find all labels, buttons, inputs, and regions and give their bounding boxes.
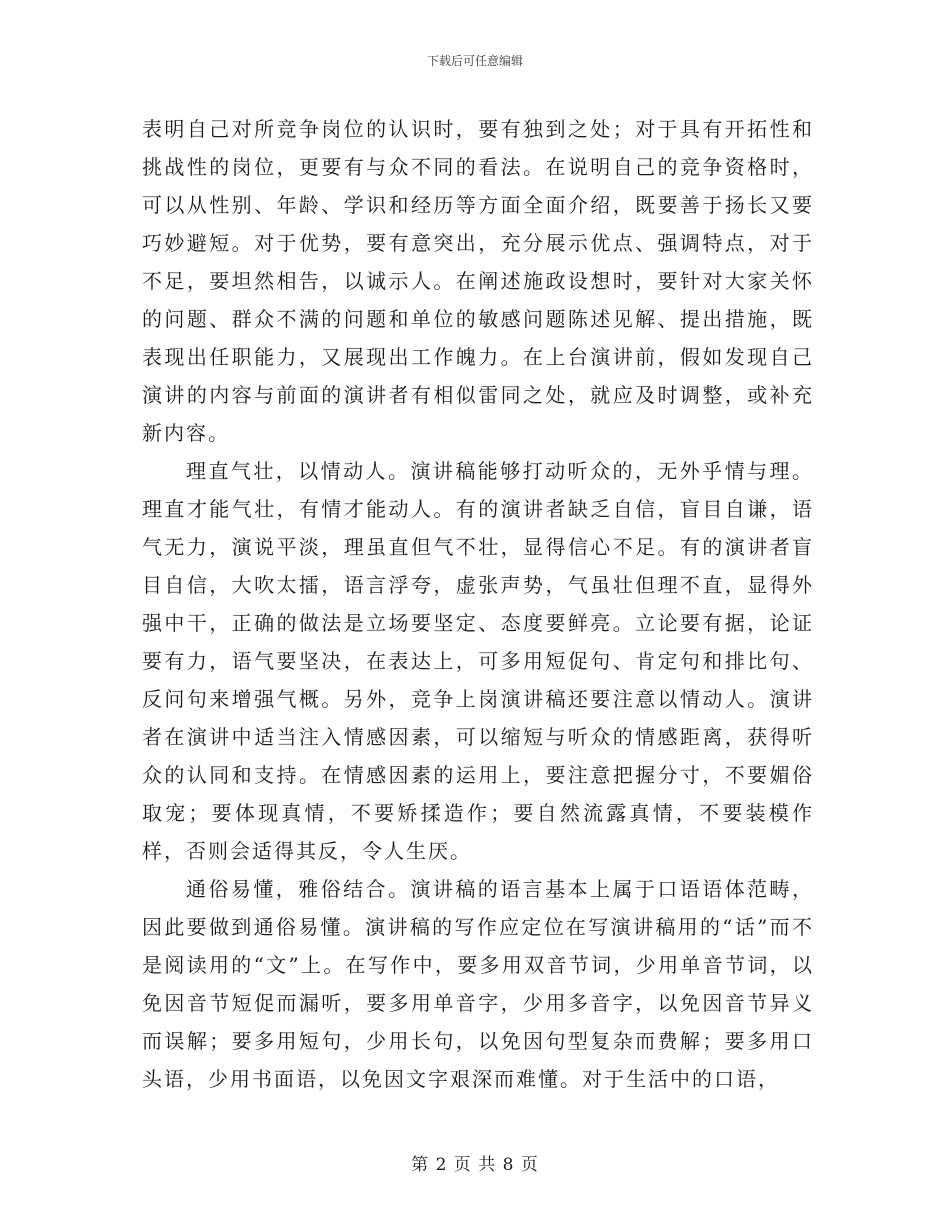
paragraph-2: 理直气壮，以情动人。演讲稿能够打动听众的，无外乎情与理。理直才能气壮，有情才能动人。有的演讲者缺乏自信，盲目自谦，语气无力，演说平淡，理虽直但气不壮，显得信心不足。有的演讲者盲目自信，大吹太擂，语言浮夸，虚张声势，气虽壮但理不直，显得外强中干，正确的做法是立场要坚定、态度要鲜亮。立论要有据，论证要有力，语气要坚决，在表达上，可多用短促句、肯定句和排比句、反问句来增强气概。另外，竞争上岗演讲稿还要注意以情动人。演讲者在演讲中适当注入情感因素，可以缩短与听众的情感距离，获得听众的认同和支持。在情感因素的运用上，要注意把握分寸，不要媚俗取宠；要体现真情，不要矫揉造作；要自然流露真情，不要装模作样，否则会适得其反，令人生厌。	[142, 459, 814, 863]
page-number: 第 2 页 共 8 页	[411, 1155, 539, 1175]
document-body	[142, 110, 814, 1098]
paragraph-1: 表明自己对所竞争岗位的认识时，要有独到之处；对于具有开拓性和挑战性的岗位，更要有与众不同的看法。在说明自己的竞争资格时，可以从性别、年龄、学识和经历等方面全面介绍，既要善于扬长又要巧妙避短。对于优势，要有意突出，充分展示优点、强调特点，对于不足，要坦然相告，以诚示人。在阐述施政设想时，要针对大家关怀的问题、群众不满的问题和单位的敏感问题陈述见解、提出措施，既表现出任职能力，又展现出工作魄力。在上台演讲前，假如发现自己演讲的内容与前面的演讲者有相似雷同之处，就应及时调整，或补充新内容。	[142, 117, 814, 445]
paragraph-3: 通俗易懂，雅俗结合。演讲稿的语言基本上属于口语语体范畴，因此要做到通俗易懂。演讲稿的写作应定位在写演讲稿用的“话”而不是阅读用的“文”上。在写作中，要多用双音节词，少用单音节词，以免因音节短促而漏听，要多用单音字，少用多音字，以免因音节异义而误解；要多用短句，少用长句，以免因句型复杂而费解；要多用口头语，少用书面语，以免因文字艰深而难懂。对于生活中的口语，	[142, 877, 814, 1091]
page-header-note: 下载后可任意编辑	[426, 54, 523, 68]
